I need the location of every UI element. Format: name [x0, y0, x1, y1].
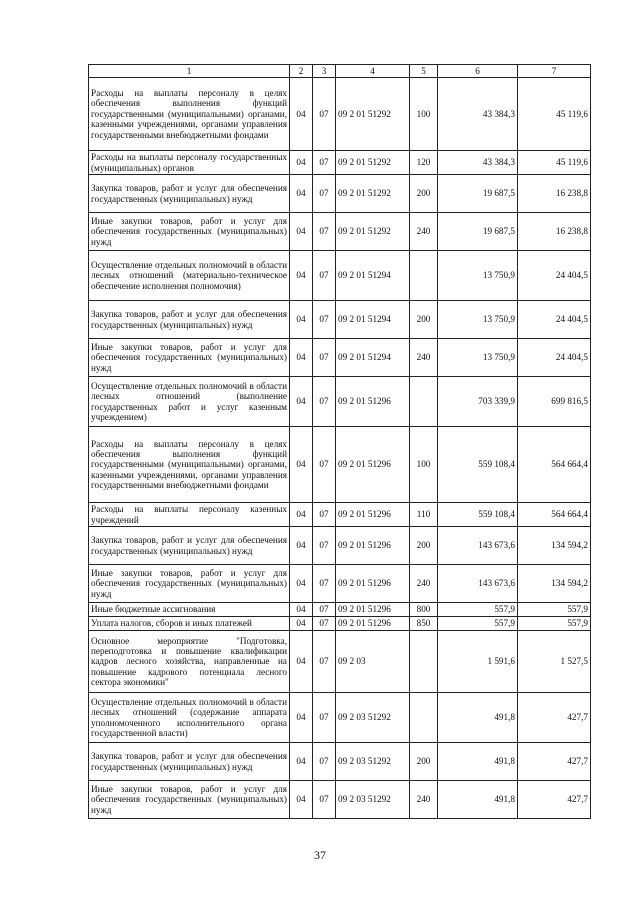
expense-type-cell	[410, 251, 438, 301]
subsection-code-cell: 07	[313, 617, 336, 631]
table-row	[89, 175, 591, 213]
expense-name-cell: Иные закупки товаров, работ и услуг для обеспечения государственных (муниципальных) нужд	[89, 781, 290, 819]
amount-cell: 557,9	[438, 617, 518, 631]
expense-name-cell: Иные закупки товаров, работ и услуг для обеспечения государственных (муниципальных) нужд	[89, 565, 290, 603]
section-code-cell: 04	[290, 503, 313, 527]
target-article-cell: 09 2 01 51296	[336, 427, 410, 503]
amount-cell: 699 816,5	[518, 377, 591, 427]
table-row	[89, 251, 591, 301]
amount-cell: 24 404,5	[518, 251, 591, 301]
subsection-code-cell: 07	[313, 781, 336, 819]
amount-cell: 43 384,3	[438, 78, 518, 151]
expense-type-cell: 850	[410, 617, 438, 631]
amount-cell: 45 119,6	[518, 151, 591, 175]
expense-type-cell: 100	[410, 78, 438, 151]
table-row	[89, 213, 591, 251]
target-article-cell: 09 2 01 51294	[336, 339, 410, 377]
table-row	[89, 617, 591, 631]
table-row	[89, 603, 591, 617]
amount-cell: 45 119,6	[518, 78, 591, 151]
expense-name-cell: Основное мероприятие "Подготовка, переподготовка и повышение квалификации кадров лесного хозяйства, направленные на повышение кадрового потенциала лесного сектора экономики"	[89, 631, 290, 693]
amount-cell: 134 594,2	[518, 565, 591, 603]
expense-type-cell	[410, 693, 438, 743]
target-article-cell: 09 2 01 51296	[336, 617, 410, 631]
subsection-code-cell: 07	[313, 213, 336, 251]
subsection-code-cell: 07	[313, 603, 336, 617]
amount-cell: 16 238,8	[518, 213, 591, 251]
amount-cell: 491,8	[438, 743, 518, 781]
target-article-cell: 09 2 01 51296	[336, 565, 410, 603]
column-header: 6	[438, 65, 518, 78]
amount-cell: 24 404,5	[518, 301, 591, 339]
amount-cell: 1 527,5	[518, 631, 591, 693]
subsection-code-cell: 07	[313, 427, 336, 503]
amount-cell: 557,9	[438, 603, 518, 617]
table-row	[89, 339, 591, 377]
section-code-cell: 04	[290, 427, 313, 503]
section-code-cell: 04	[290, 527, 313, 565]
table-row	[89, 151, 591, 175]
column-header: 7	[518, 65, 591, 78]
amount-cell: 1 591,6	[438, 631, 518, 693]
target-article-cell: 09 2 01 51292	[336, 151, 410, 175]
target-article-cell: 09 2 01 51294	[336, 301, 410, 339]
subsection-code-cell: 07	[313, 301, 336, 339]
section-code-cell: 04	[290, 251, 313, 301]
table-row	[89, 427, 591, 503]
subsection-code-cell: 07	[313, 693, 336, 743]
target-article-cell: 09 2 01 51292	[336, 175, 410, 213]
amount-cell: 564 664,4	[518, 503, 591, 527]
expense-name-cell: Закупка товаров, работ и услуг для обеспечения государственных (муниципальных) нужд	[89, 175, 290, 213]
amount-cell: 143 673,6	[438, 527, 518, 565]
amount-cell: 134 594,2	[518, 527, 591, 565]
subsection-code-cell: 07	[313, 565, 336, 603]
expense-type-cell: 120	[410, 151, 438, 175]
subsection-code-cell: 07	[313, 175, 336, 213]
amount-cell: 143 673,6	[438, 565, 518, 603]
subsection-code-cell: 07	[313, 339, 336, 377]
amount-cell: 43 384,3	[438, 151, 518, 175]
table-row	[89, 301, 591, 339]
target-article-cell: 09 2 01 51292	[336, 213, 410, 251]
amount-cell: 564 664,4	[518, 427, 591, 503]
expense-type-cell: 200	[410, 175, 438, 213]
subsection-code-cell: 07	[313, 743, 336, 781]
column-header: 2	[290, 65, 313, 78]
section-code-cell: 04	[290, 743, 313, 781]
target-article-cell: 09 2 01 51294	[336, 251, 410, 301]
amount-cell: 13 750,9	[438, 339, 518, 377]
table-row	[89, 527, 591, 565]
section-code-cell: 04	[290, 213, 313, 251]
section-code-cell: 04	[290, 151, 313, 175]
expense-type-cell: 240	[410, 213, 438, 251]
section-code-cell: 04	[290, 781, 313, 819]
table-row	[89, 78, 591, 151]
page-number: 37	[314, 848, 326, 862]
column-header: 5	[410, 65, 438, 78]
amount-cell: 19 687,5	[438, 175, 518, 213]
subsection-code-cell: 07	[313, 527, 336, 565]
expense-type-cell	[410, 377, 438, 427]
column-header: 3	[313, 65, 336, 78]
amount-cell: 16 238,8	[518, 175, 591, 213]
amount-cell: 557,9	[518, 617, 591, 631]
target-article-cell: 09 2 03	[336, 631, 410, 693]
target-article-cell: 09 2 01 51296	[336, 503, 410, 527]
expense-type-cell: 110	[410, 503, 438, 527]
section-code-cell: 04	[290, 565, 313, 603]
subsection-code-cell: 07	[313, 377, 336, 427]
expense-name-cell: Осуществление отдельных полномочий в области лесных отношений (выполнение государственных работ и услуг казенным учреждением)	[89, 377, 290, 427]
amount-cell: 703 339,9	[438, 377, 518, 427]
target-article-cell: 09 2 01 51296	[336, 527, 410, 565]
expense-name-cell: Расходы на выплаты персоналу казенных учреждений	[89, 503, 290, 527]
amount-cell: 491,8	[438, 781, 518, 819]
expense-name-cell: Расходы на выплаты персоналу в целях обеспечения выполнения функций государственными (муниципальными) органами, казенными учреждениями, органами управления государственными внебюджетными фондами	[89, 427, 290, 503]
expense-type-cell: 800	[410, 603, 438, 617]
expense-name-cell: Осуществление отдельных полномочий в области лесных отношений (содержание аппарата уполномоченного исполнительного органа государственной власти)	[89, 693, 290, 743]
amount-cell: 491,8	[438, 693, 518, 743]
section-code-cell: 04	[290, 301, 313, 339]
target-article-cell: 09 2 03 51292	[336, 743, 410, 781]
expense-name-cell: Иные закупки товаров, работ и услуг для обеспечения государственных (муниципальных) нужд	[89, 213, 290, 251]
section-code-cell: 04	[290, 377, 313, 427]
subsection-code-cell: 07	[313, 251, 336, 301]
expense-type-cell: 200	[410, 527, 438, 565]
expense-type-cell: 200	[410, 301, 438, 339]
target-article-cell: 09 2 01 51296	[336, 603, 410, 617]
section-code-cell: 04	[290, 617, 313, 631]
amount-cell: 19 687,5	[438, 213, 518, 251]
expense-type-cell: 240	[410, 565, 438, 603]
table-row	[89, 693, 591, 743]
target-article-cell: 09 2 01 51292	[336, 78, 410, 151]
table-row	[89, 377, 591, 427]
expense-name-cell: Закупка товаров, работ и услуг для обеспечения государственных (муниципальных) нужд	[89, 743, 290, 781]
table-row	[89, 743, 591, 781]
target-article-cell: 09 2 03 51292	[336, 693, 410, 743]
column-header: 1	[89, 65, 290, 78]
expense-name-cell: Осуществление отдельных полномочий в области лесных отношений (материально-техническое обеспечение исполнения полномочия)	[89, 251, 290, 301]
expense-type-cell: 200	[410, 743, 438, 781]
amount-cell: 559 108,4	[438, 427, 518, 503]
section-code-cell: 04	[290, 78, 313, 151]
section-code-cell: 04	[290, 693, 313, 743]
amount-cell: 24 404,5	[518, 339, 591, 377]
expense-type-cell	[410, 631, 438, 693]
table-row	[89, 631, 591, 693]
amount-cell: 427,7	[518, 693, 591, 743]
table-header-row	[89, 65, 591, 78]
expense-name-cell: Иные закупки товаров, работ и услуг для обеспечения государственных (муниципальных) нужд	[89, 339, 290, 377]
section-code-cell: 04	[290, 339, 313, 377]
amount-cell: 557,9	[518, 603, 591, 617]
amount-cell: 13 750,9	[438, 301, 518, 339]
expense-type-cell: 240	[410, 781, 438, 819]
section-code-cell: 04	[290, 631, 313, 693]
section-code-cell: 04	[290, 603, 313, 617]
column-header: 4	[336, 65, 410, 78]
table-row	[89, 781, 591, 819]
target-article-cell: 09 2 03 51292	[336, 781, 410, 819]
amount-cell: 427,7	[518, 781, 591, 819]
subsection-code-cell: 07	[313, 503, 336, 527]
amount-cell: 13 750,9	[438, 251, 518, 301]
expense-name-cell: Закупка товаров, работ и услуг для обеспечения государственных (муниципальных) нужд	[89, 301, 290, 339]
section-code-cell: 04	[290, 175, 313, 213]
expense-name-cell: Закупка товаров, работ и услуг для обеспечения государственных (муниципальных) нужд	[89, 527, 290, 565]
expense-type-cell: 240	[410, 339, 438, 377]
expense-name-cell: Расходы на выплаты персоналу государственных (муниципальных) органов	[89, 151, 290, 175]
table-row	[89, 565, 591, 603]
expense-name-cell: Иные бюджетные ассигнования	[89, 603, 290, 617]
subsection-code-cell: 07	[313, 151, 336, 175]
table-row	[89, 503, 591, 527]
amount-cell: 427,7	[518, 743, 591, 781]
expense-type-cell: 100	[410, 427, 438, 503]
subsection-code-cell: 07	[313, 631, 336, 693]
amount-cell: 559 108,4	[438, 503, 518, 527]
expense-name-cell: Расходы на выплаты персоналу в целях обеспечения выполнения функций государственными (муниципальными) органами, казенными учреждениями, органами управления государственными внебюджетными фондами	[89, 78, 290, 151]
target-article-cell: 09 2 01 51296	[336, 377, 410, 427]
budget-table	[88, 64, 591, 819]
subsection-code-cell: 07	[313, 78, 336, 151]
expense-name-cell: Уплата налогов, сборов и иных платежей	[89, 617, 290, 631]
